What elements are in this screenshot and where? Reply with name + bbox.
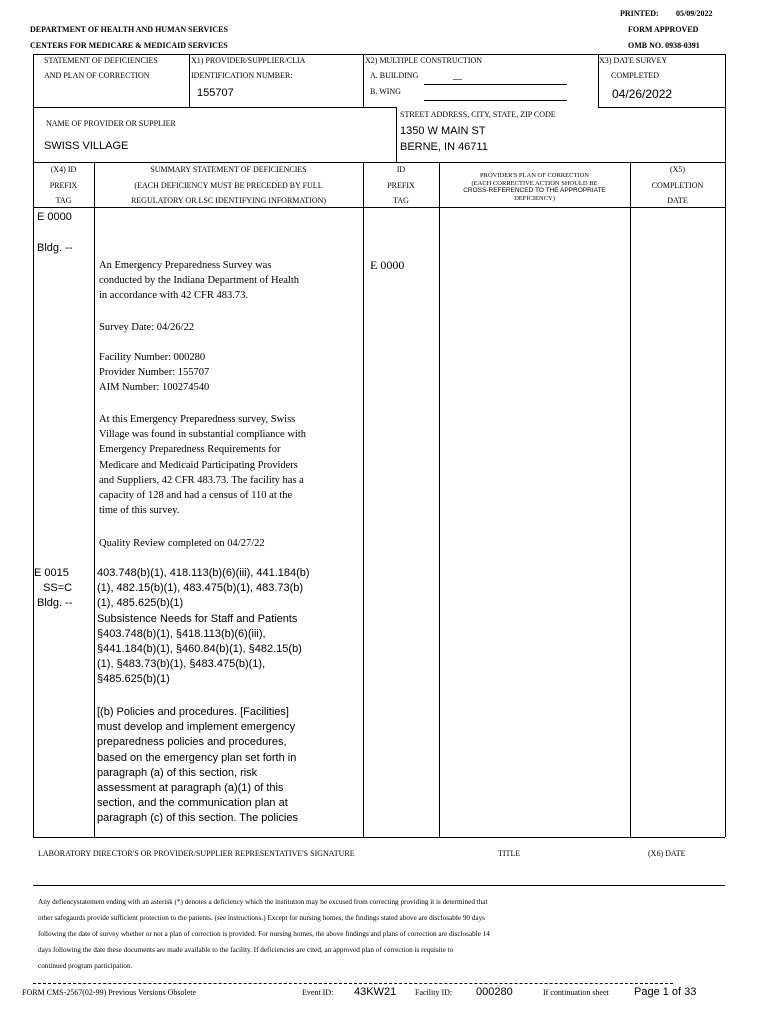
x5-header-1: (X5) — [669, 165, 686, 174]
text-line: section, and the communication plan at — [97, 797, 288, 810]
id-header-2: PREFIX — [387, 181, 415, 190]
x5-header-3: DATE — [667, 196, 688, 205]
text-line: 403.748(b)(1), 418.113(b)(6)(iii), 441.184(b) — [97, 567, 310, 579]
facility-id-label: Facility ID: — [415, 988, 453, 997]
form-approved: FORM APPROVED — [628, 25, 699, 34]
x5-header-2: COMPLETION — [651, 181, 704, 190]
building-tag-1: Bldg. -- — [37, 242, 73, 254]
plan-tag-e0000: E 0000 — [370, 258, 405, 272]
text-line: §485.625(b)(1) — [97, 673, 170, 686]
text-line: Any defiencystatement ending with an asterisk (*) denotes a deficiency which the institution may be excused from correcting providing it is determined that — [38, 898, 488, 906]
event-id-label: Event ID: — [302, 988, 334, 997]
x3-label-2: COMPLETED — [611, 71, 659, 80]
printed-label: PRINTED: — [620, 9, 659, 18]
text-line: §403.748(b)(1), §418.113(b)(6)(iii), — [97, 627, 266, 640]
x4-header-3: TAG — [55, 196, 72, 205]
plan-header-4: DEFICIENCY) — [514, 195, 555, 202]
regulation-citation — [97, 566, 310, 688]
text-line: paragraph (a) of this section, risk — [97, 766, 258, 779]
x6-date-label: (X6) DATE — [648, 849, 686, 858]
provider-number-value: 155707 — [197, 87, 234, 99]
survey-intro-paragraph — [99, 258, 299, 304]
text-line: following the date of survey whether or not a plan of correction is provided. For nursing homes, the above findings and plans of correction are disclosable 14 — [38, 930, 490, 938]
text-line: At this Emergency Preparedness survey, Swiss — [99, 414, 296, 425]
page-number: Page 1 of 33 — [634, 986, 697, 998]
plan-header-3: CROSS-REFERENCED TO THE APPROPRIATE — [463, 187, 606, 194]
id-header-3: TAG — [393, 196, 409, 205]
x1-label-1: X1) PROVIDER/SUPPLIER/CLIA — [191, 56, 306, 65]
text-line: (1), 485.625(b)(1) — [97, 597, 184, 610]
statement-label-1: STATEMENT OF DEFICIENCIES — [44, 56, 158, 65]
text-line: based on the emergency plan set forth in — [97, 751, 297, 764]
tag-e0000: E 0000 — [37, 211, 72, 223]
address-line-1: 1350 W MAIN ST — [400, 125, 486, 137]
printed-date: 05/09/2022 — [676, 9, 713, 18]
address-label: STREET ADDRESS, CITY, STATE, ZIP CODE — [400, 110, 556, 119]
summary-header-1: SUMMARY STATEMENT OF DEFICIENCIES — [150, 165, 307, 174]
text-line: preparedness policies and procedures, — [97, 736, 287, 749]
text-line: paragraph (c) of this section. The policies — [97, 812, 298, 825]
text-line: [(b) Policies and procedures. [Facilities] — [97, 706, 289, 718]
text-line: conducted by the Indiana Department of Health — [99, 275, 300, 287]
summary-header-2: (EACH DEFICIENCY MUST BE PRECEDED BY FULL — [134, 181, 323, 190]
text-line: in accordance with 42 CFR 483.73. — [99, 290, 249, 302]
text-line: An Emergency Preparedness Survey was — [99, 260, 272, 271]
text-line: Village was found in substantial compliance with — [99, 429, 306, 441]
text-line: capacity of 128 and had a census of 110 at the — [99, 490, 293, 502]
x4-header-1: (X4) ID — [50, 165, 77, 174]
disclosure-footnote — [38, 894, 490, 974]
continuation-label: If continuation sheet — [543, 988, 609, 997]
summary-header-3: REGULATORY OR LSC IDENTIFYING INFORMATION) — [130, 196, 327, 205]
tag-e0015: E 0015 — [34, 567, 69, 579]
policies-paragraph — [97, 705, 298, 827]
wing-label: B. WING — [370, 87, 401, 96]
text-line: (1), 482.15(b)(1), 483.475(b)(1), 483.73(b) — [97, 582, 304, 595]
x3-label-1: X3) DATE SURVEY — [599, 56, 668, 65]
facility-numbers — [99, 350, 209, 396]
text-line: Facility Number: 000280 — [99, 352, 206, 363]
survey-completed-date: 04/26/2022 — [612, 87, 673, 101]
text-line: continued program participation. — [38, 962, 133, 970]
text-line: time of this survey. — [99, 505, 180, 517]
text-line: must develop and implement emergency — [97, 721, 296, 734]
text-line: Provider Number: 155707 — [99, 367, 210, 379]
department-name: DEPARTMENT OF HEALTH AND HUMAN SERVICES — [30, 25, 228, 34]
omb-number: OMB NO. 0938-0391 — [628, 41, 700, 50]
text-line: days following the date these documents are made available to the facility. If deficiencies are cited, an approved plan of correction is requisite to — [38, 946, 454, 954]
quality-review: Quality Review completed on 04/27/22 — [99, 538, 265, 549]
text-line: and Suppliers, 42 CFR 483.73. The facility has a — [99, 474, 304, 486]
text-line: Medicare and Medicaid Participating Providers — [99, 459, 298, 471]
building-label: A. BUILDING — [370, 71, 419, 80]
centers-name: CENTERS FOR MEDICARE & MEDICAID SERVICES — [30, 41, 228, 50]
event-id-value: 43KW21 — [354, 986, 397, 998]
text-line: assessment at paragraph (a)(1) of this — [97, 782, 284, 795]
survey-date: Survey Date: 04/26/22 — [99, 322, 195, 333]
x2-title: X2) MULTIPLE CONSTRUCTION — [365, 56, 483, 65]
building-tag-2: Bldg. -- — [37, 597, 73, 609]
text-line: §441.184(b)(1), §460.84(b)(1), §482.15(b) — [97, 643, 302, 656]
address-line-2: BERNE, IN 46711 — [400, 141, 488, 153]
form-number: FORM CMS-2567(02-99) Previous Versions Obsolete — [22, 988, 197, 997]
scope-severity: SS=C — [43, 582, 73, 594]
building-value: __ — [453, 71, 462, 80]
facility-id-value: 000280 — [476, 986, 513, 998]
text-line: (1), §483.73(b)(1), §483.475(b)(1), — [97, 658, 266, 671]
compliance-paragraph — [99, 412, 306, 518]
x4-header-2: PREFIX — [49, 181, 78, 190]
provider-name-label: NAME OF PROVIDER OR SUPPLIER — [46, 119, 176, 128]
provider-name-value: SWISS VILLAGE — [44, 140, 129, 152]
x1-label-2: IDENTIFICATION NUMBER: — [191, 71, 293, 80]
title-label: TITLE — [498, 849, 521, 858]
text-line: other safegaurds provide sufficient protection to the patients. (see instructions.) Except for nursing homes, the findings stated above are disclosable 90 days — [38, 914, 485, 922]
text-line: Emergency Preparedness Requirements for — [99, 444, 281, 456]
signature-label: LABORATORY DIRECTOR'S OR PROVIDER/SUPPLIER REPRESENTATIVE'S SIGNATURE — [38, 849, 355, 858]
statement-label-2: AND PLAN OF CORRECTION — [44, 71, 150, 80]
plan-header-2: (EACH CORRECTIVE ACTION SHOULD BE — [471, 180, 598, 187]
id-header-1: ID — [396, 165, 406, 174]
text-line: AIM Number: 100274540 — [99, 382, 210, 394]
text-line: Subsistence Needs for Staff and Patients — [97, 612, 298, 625]
plan-header-1: PROVIDER'S PLAN OF CORRECTION — [480, 172, 589, 179]
